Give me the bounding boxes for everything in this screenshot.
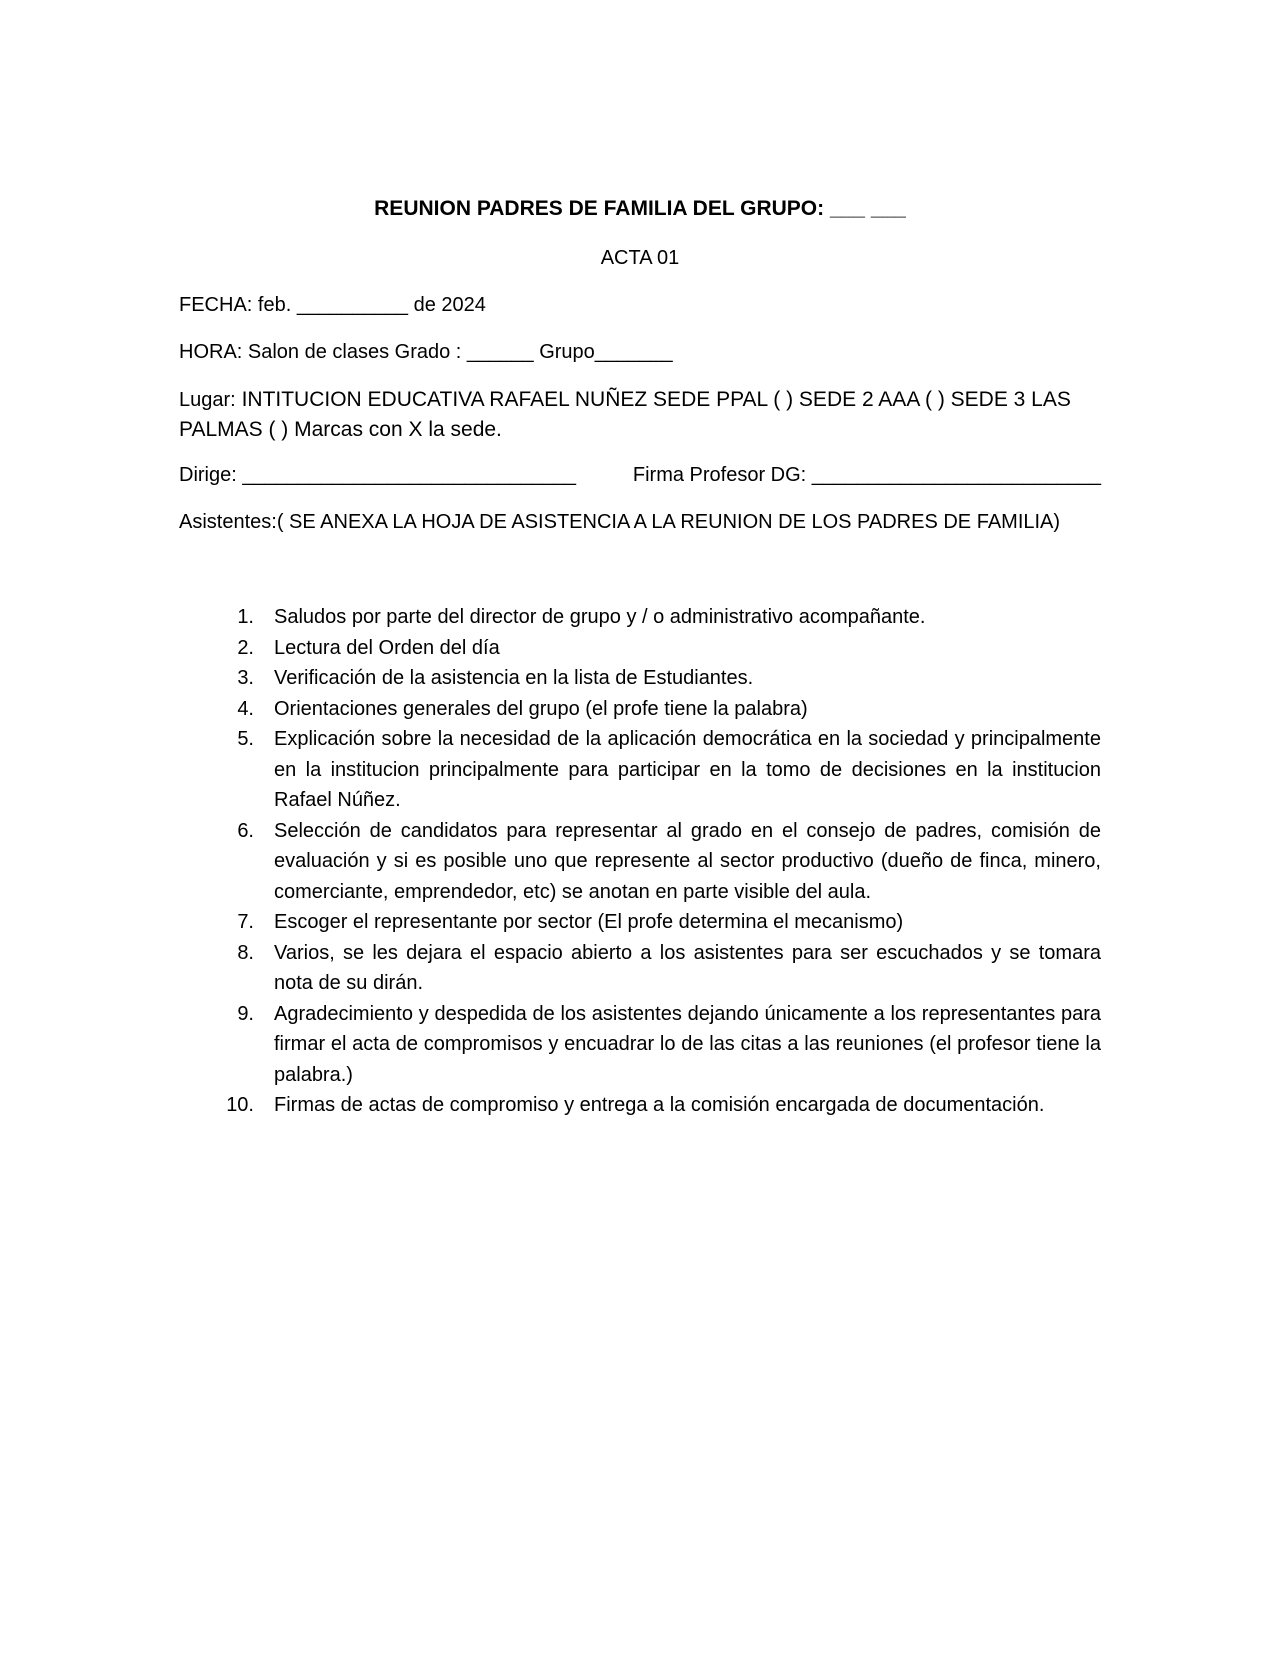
list-item [214, 633, 1101, 664]
list-item-number: 8. [237, 941, 254, 964]
list-item-text: Lectura del Orden del día [274, 636, 500, 659]
list-item [214, 724, 1101, 816]
asistentes-line: Asistentes:( SE ANEXA LA HOJA DE ASISTENCIA A LA REUNION DE LOS PADRES DE FAMILIA) [179, 511, 1061, 533]
list-item-number: 5. [237, 728, 254, 750]
list-item-text: Escoger el representante por sector (El profe determina el mecanismo) [274, 911, 904, 933]
list-item-number: 1. [237, 606, 254, 628]
list-item-number: 9. [237, 1002, 254, 1025]
list-item-text: Verificación de la asistencia en la lista de Estudiantes. [274, 667, 754, 689]
list-item-text: Agradecimiento y despedida de los asistentes dejando únicamente a los representantes para firmar el acta de compromisos y encuadrar lo de las citas a las reuniones (el profesor tiene la palabra.) [274, 1002, 1101, 1086]
list-item [214, 1090, 1101, 1121]
dirige-field: Dirige: ______________________________ [179, 464, 577, 486]
fecha-line: FECHA: feb. __________ de 2024 [179, 294, 486, 316]
list-item [214, 938, 1101, 999]
lugar-line [179, 385, 1101, 445]
list-item-number: 2. [237, 636, 254, 659]
agenda-list [214, 602, 1101, 1121]
list-item-text: Selección de candidatos para representar al grado en el consejo de padres, comisión de evaluación y si es posible uno que represente al sector productivo (dueño de finca, minero, comerciante, emprendedor, etc) se anotan en parte visible del aula. [274, 819, 1101, 903]
list-item [214, 663, 1101, 694]
list-item-text: Firmas de actas de compromiso y entrega a la comisión encargada de documentación. [274, 1094, 1045, 1116]
list-item [214, 694, 1101, 725]
list-item-text: Saludos por parte del director de grupo y / o administrativo acompañante. [274, 606, 926, 628]
list-item-number: 3. [237, 667, 254, 689]
list-item [214, 816, 1101, 908]
list-item [214, 999, 1101, 1091]
list-item-text: Explicación sobre la necesidad de la aplicación democrática en la sociedad y principalmente en la institucion principalmente para participar en la tomo de decisiones en la institucion Rafael Núñez. [274, 728, 1101, 811]
document-title: REUNION PADRES DE FAMILIA DEL GRUPO: ___ ___ [374, 197, 906, 220]
list-item [214, 907, 1101, 938]
lugar-label: Lugar: [179, 389, 236, 411]
list-item-number: 7. [237, 911, 254, 933]
list-item [214, 602, 1101, 633]
list-item-number: 6. [237, 819, 254, 842]
list-item-number: 10. [226, 1094, 254, 1116]
list-item-number: 4. [237, 697, 254, 720]
lugar-text: INTITUCION EDUCATIVA RAFAEL NUÑEZ SEDE PPAL ( ) SEDE 2 AAA ( ) SEDE 3 LAS PALMAS ( ) Marcas con X la sede. [179, 388, 1071, 441]
acta-number: ACTA 01 [600, 247, 680, 269]
dirige-row [179, 464, 1101, 487]
list-item-text: Varios, se les dejara el espacio abierto a los asistentes para ser escuchados y se tomara nota de su dirán. [274, 941, 1101, 994]
hora-line: HORA: Salon de clases Grado : ______ Grupo_______ [179, 341, 673, 363]
firma-field: Firma Profesor DG: __________________________ [632, 464, 1101, 486]
list-item-text: Orientaciones generales del grupo (el profe tiene la palabra) [274, 697, 808, 720]
